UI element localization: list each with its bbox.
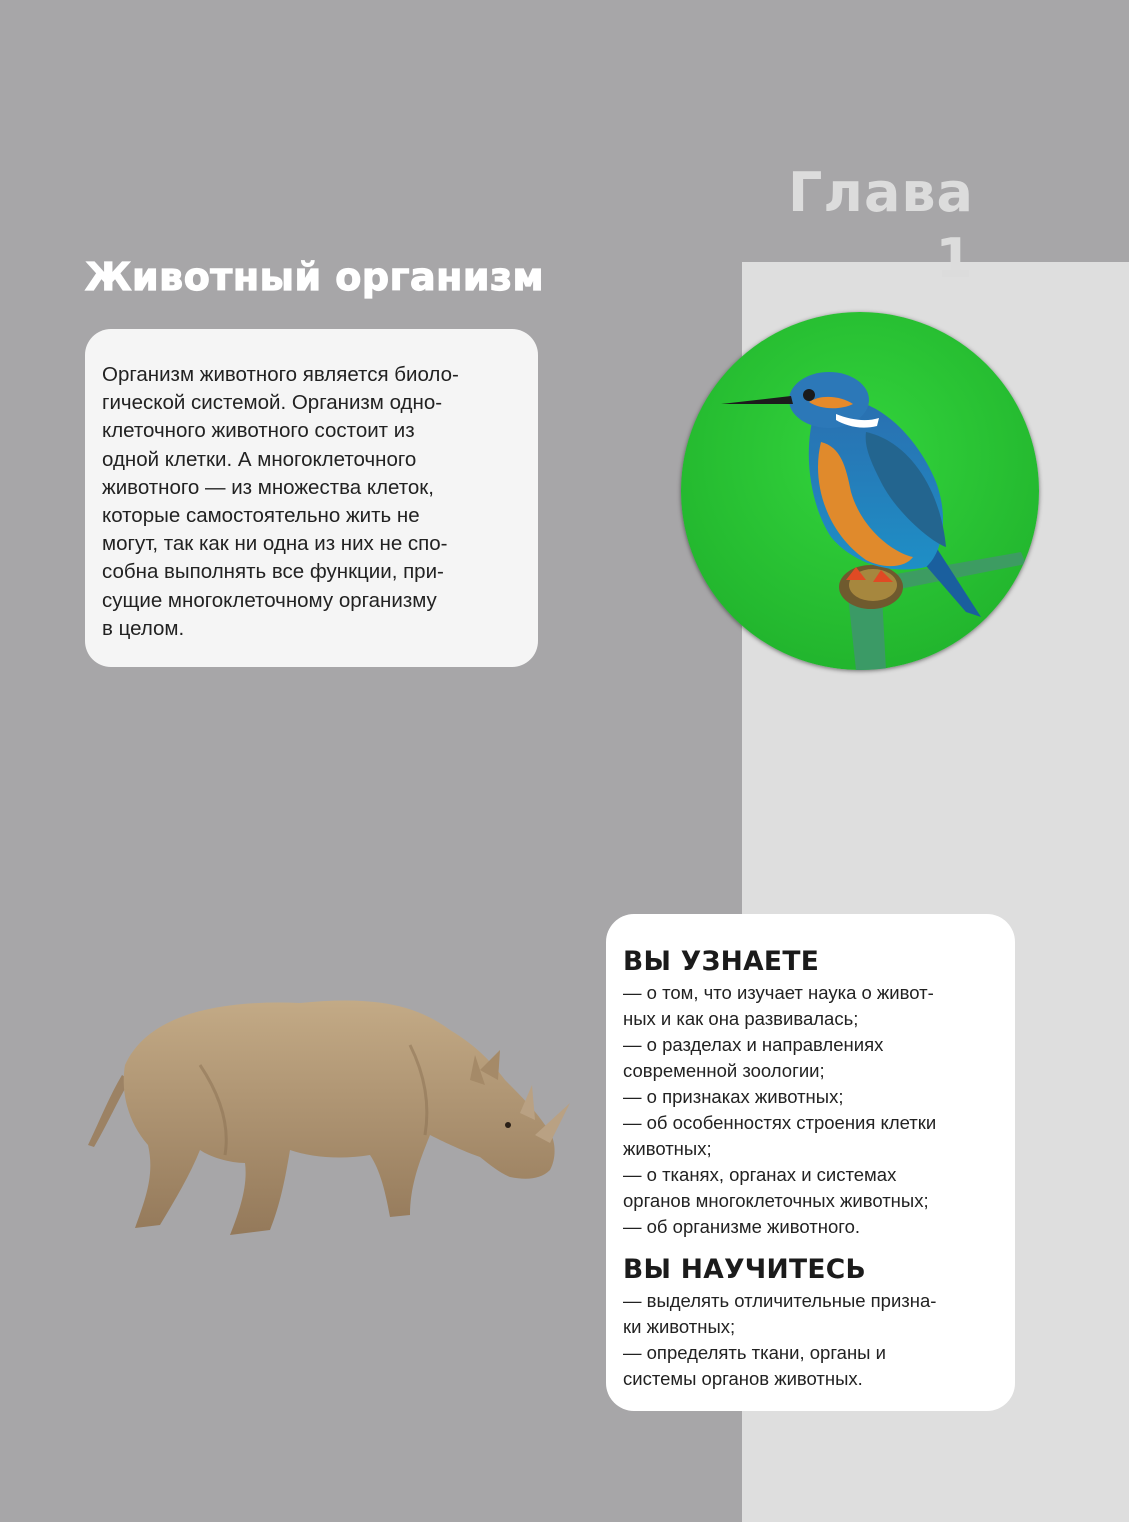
list-item: системы органов животных. <box>623 1368 863 1389</box>
rhinoceros-illustration <box>80 985 580 1255</box>
learn-list <box>623 980 998 1240</box>
list-item: — о том, что изучает наука о живот- <box>623 982 934 1003</box>
list-item: — об особенностях строения клетки <box>623 1112 937 1133</box>
intro-line: могут, так как ни одна из них не спо- <box>102 532 448 556</box>
intro-line: гической системой. Организм одно- <box>102 391 443 415</box>
page-title: Животный организм <box>85 255 545 299</box>
list-item: современной зоологии; <box>623 1060 825 1081</box>
list-item: животных; <box>623 1138 712 1159</box>
list-item: — о разделах и направлениях <box>623 1034 884 1055</box>
intro-line: клеточного животного состоит из <box>102 419 415 443</box>
list-item: ных и как она развивалась; <box>623 1008 859 1029</box>
intro-line: животного — из множества клеток, <box>102 475 434 499</box>
intro-box <box>85 329 538 667</box>
skills-heading: ВЫ НАУЧИТЕСЬ <box>623 1254 867 1285</box>
list-item: — о тканях, органах и системах <box>623 1164 897 1185</box>
skills-list <box>623 1288 998 1392</box>
list-item: ки животных; <box>623 1316 736 1337</box>
learning-goals-box <box>606 914 1015 1411</box>
list-item: — о признаках животных; <box>623 1086 844 1107</box>
kingfisher-illustration <box>681 312 1039 670</box>
list-item: — об организме животного. <box>623 1216 861 1237</box>
kingfisher-photo <box>681 312 1039 670</box>
chapter-label: Глава 1 <box>787 161 974 290</box>
learn-heading: ВЫ УЗНАЕТЕ <box>623 946 820 977</box>
intro-line: которые самостоятельно жить не <box>102 504 420 528</box>
intro-line: Организм животного является биоло- <box>102 363 459 386</box>
intro-line: одной клетки. А многоклеточного <box>102 447 417 471</box>
list-item: органов многоклеточных животных; <box>623 1190 929 1211</box>
list-item: — определять ткани, органы и <box>623 1342 886 1363</box>
intro-line: в целом. <box>102 616 185 640</box>
intro-line: собна выполнять все функции, при- <box>102 560 444 584</box>
list-item: — выделять отличительные призна- <box>623 1290 937 1311</box>
intro-line: сущие многоклеточному организму <box>102 588 437 612</box>
